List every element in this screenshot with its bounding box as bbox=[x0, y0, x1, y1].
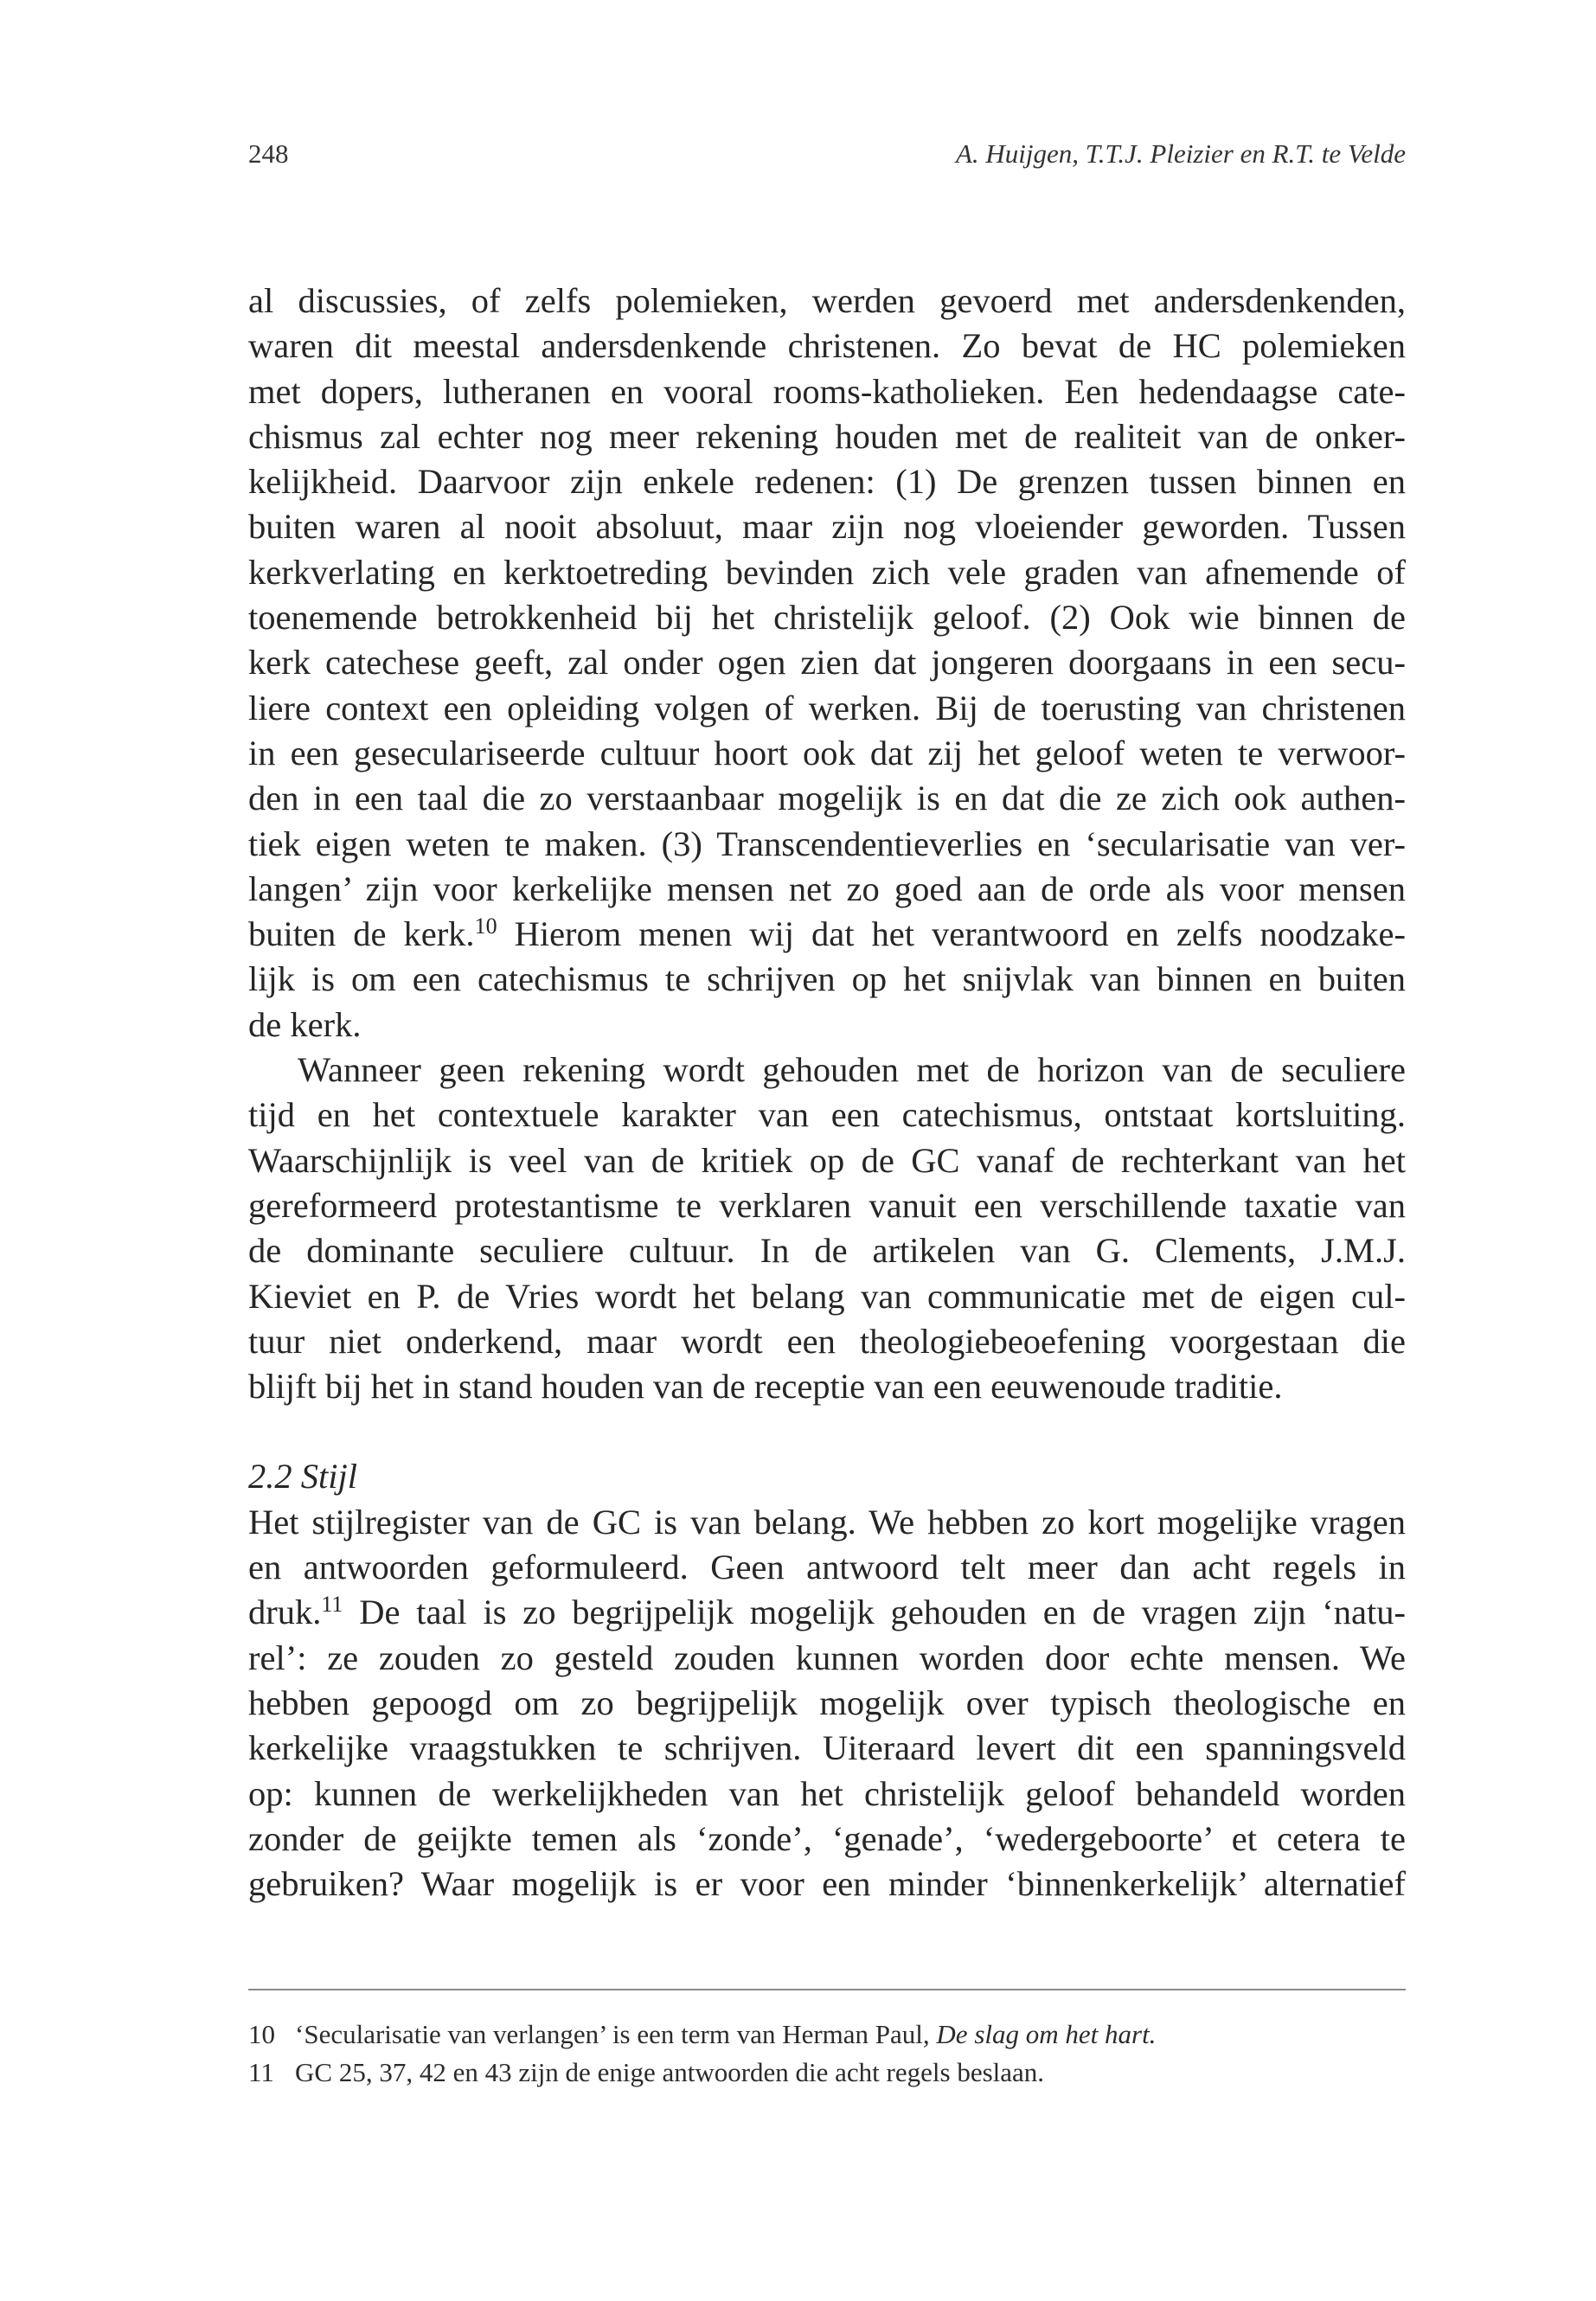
text-line: in een geseculariseerde cultuur hoort ook dat zij het geloof weten te verwoor- bbox=[248, 733, 1406, 772]
paragraph-3 bbox=[248, 1500, 1406, 1907]
text-line: de kerk. bbox=[248, 1004, 362, 1044]
text-line-with-footnote-ref bbox=[248, 912, 1406, 957]
running-head bbox=[248, 138, 1406, 173]
footnote-number: 10 bbox=[248, 2019, 275, 2049]
text-line: blijft bij het in stand houden van de receptie van een eeuwenoude traditie. bbox=[248, 1367, 1283, 1407]
text-line: langen’ zijn voor kerkelijke mensen net zo goed aan de orde als voor mensen bbox=[248, 868, 1406, 908]
text-fragment: Hierom menen wij dat het verantwoord en zelfs noodzake- bbox=[497, 914, 1406, 954]
paragraph-2 bbox=[248, 1048, 1406, 1409]
footnote-ref-10[interactable]: 10 bbox=[474, 913, 497, 939]
text-line: tiek eigen weten te maken. (3) Transcendentieverlies en ‘secularisatie van ver- bbox=[248, 824, 1406, 863]
text-line: Waarschijnlijk is veel van de kritiek op de GC vanaf de rechterkant van het bbox=[248, 1140, 1406, 1180]
body-text bbox=[248, 279, 1406, 1907]
text-line: rel’: ze zouden zo gesteld zouden kunnen worden door echte mensen. We bbox=[248, 1638, 1406, 1677]
text-line: met dopers, lutheranen en vooral rooms-katholieken. Een hedendaagse cate- bbox=[248, 371, 1406, 411]
section-heading: 2.2 Stijl bbox=[248, 1457, 358, 1497]
running-head-authors: A. Huijgen, T.T.J. Pleizier en R.T. te Velde bbox=[955, 138, 1406, 169]
text-fragment: De taal is zo begrijpelijk mogelijk gehouden en de vragen zijn ‘natu- bbox=[343, 1593, 1406, 1632]
text-line: buiten waren al nooit absoluut, maar zijn nog vloeiender geworden. Tussen bbox=[248, 507, 1406, 547]
text-line: kerk catechese geeft, zal onder ogen zien dat jongeren doorgaans in een secu- bbox=[248, 643, 1406, 683]
text-line: kerkverlating en kerktoetreding bevinden zich vele graden van afnemende of bbox=[248, 552, 1406, 592]
text-line: tuur niet onderkend, maar wordt een theologiebeoefening voorgestaan die bbox=[248, 1321, 1406, 1361]
text-line: en antwoorden geformuleerd. Geen antwoord telt meer dan acht regels in bbox=[248, 1548, 1406, 1587]
text-line: kelijkheid. Daarvoor zijn enkele redenen: (1) De grenzen tussen binnen en bbox=[248, 462, 1406, 502]
footnote-divider bbox=[248, 1989, 1406, 1990]
footnote-number: 11 bbox=[248, 2057, 274, 2087]
footnote-ref-11[interactable]: 11 bbox=[321, 1592, 343, 1618]
text-fragment: druk. bbox=[248, 1593, 322, 1632]
text-line: op: kunnen de werkelijkheden van het christelijk geloof behandeld worden bbox=[248, 1773, 1406, 1813]
text-line: Het stijlregister van de GC is van belang. We hebben zo kort mogelijke vragen bbox=[248, 1502, 1406, 1541]
text-line: lijk is om een catechismus te schrijven op het snijvlak van binnen en buiten bbox=[248, 959, 1406, 999]
section-gap bbox=[248, 1409, 1406, 1454]
text-line: waren dit meestal andersdenkende christenen. Zo bevat de HC polemieken bbox=[248, 326, 1406, 366]
text-fragment: buiten de kerk. bbox=[248, 914, 475, 954]
text-line: hebben gepoogd om zo begrijpelijk mogelijk over typisch theologische en bbox=[248, 1682, 1406, 1722]
text-line: de dominante seculiere cultuur. In de artikelen van G. Clements, J.M.J. bbox=[248, 1231, 1406, 1271]
footnote-11 bbox=[248, 2054, 1406, 2092]
text-line: tijd en het contextuele karakter van een catechismus, ontstaat kortsluiting. bbox=[248, 1095, 1406, 1135]
text-line: liere context een opleiding volgen of werken. Bij de toerusting van christenen bbox=[248, 688, 1406, 727]
page-number: 248 bbox=[248, 138, 289, 169]
footnote-text: ‘Secularisatie van verlangen’ is een term van Herman Paul, bbox=[295, 2019, 937, 2049]
text-line-with-footnote-ref bbox=[248, 1590, 1406, 1635]
paragraph-1 bbox=[248, 279, 1406, 1048]
text-line: zonder de geijkte temen als ‘zonde’, ‘genade’, ‘wedergeboorte’ et cetera te bbox=[248, 1818, 1406, 1858]
text-line: chismus zal echter nog meer rekening houden met de realiteit van de onker- bbox=[248, 416, 1406, 456]
text-line: kerkelijke vraagstukken te schrijven. Uiteraard levert dit een spanningsveld bbox=[248, 1728, 1406, 1768]
text-line: gebruiken? Waar mogelijk is er voor een minder ‘binnenkerkelijk’ alternatief bbox=[248, 1864, 1406, 1904]
footnote-title: De slag om het hart. bbox=[936, 2019, 1157, 2049]
footnote-10 bbox=[248, 2016, 1406, 2054]
text-line: toenemende betrokkenheid bij het christelijk geloof. (2) Ook wie binnen de bbox=[248, 598, 1406, 638]
text-line: al discussies, of zelfs polemieken, werden gevoerd met andersdenkenden, bbox=[248, 281, 1406, 320]
text-line: Wanneer geen rekening wordt gehouden met de horizon van de seculiere bbox=[298, 1050, 1406, 1090]
footnotes bbox=[248, 2016, 1406, 2092]
text-line: Kieviet en P. de Vries wordt het belang van communicatie met de eigen cul- bbox=[248, 1276, 1406, 1316]
footnote-text: GC 25, 37, 42 en 43 zijn de enige antwoorden die acht regels beslaan. bbox=[295, 2057, 1045, 2087]
text-line: gereformeerd protestantisme te verklaren vanuit een verschillende taxatie van bbox=[248, 1185, 1406, 1225]
text-line: den in een taal die zo verstaanbaar mogelijk is en dat die ze zich ook authen- bbox=[248, 779, 1406, 818]
